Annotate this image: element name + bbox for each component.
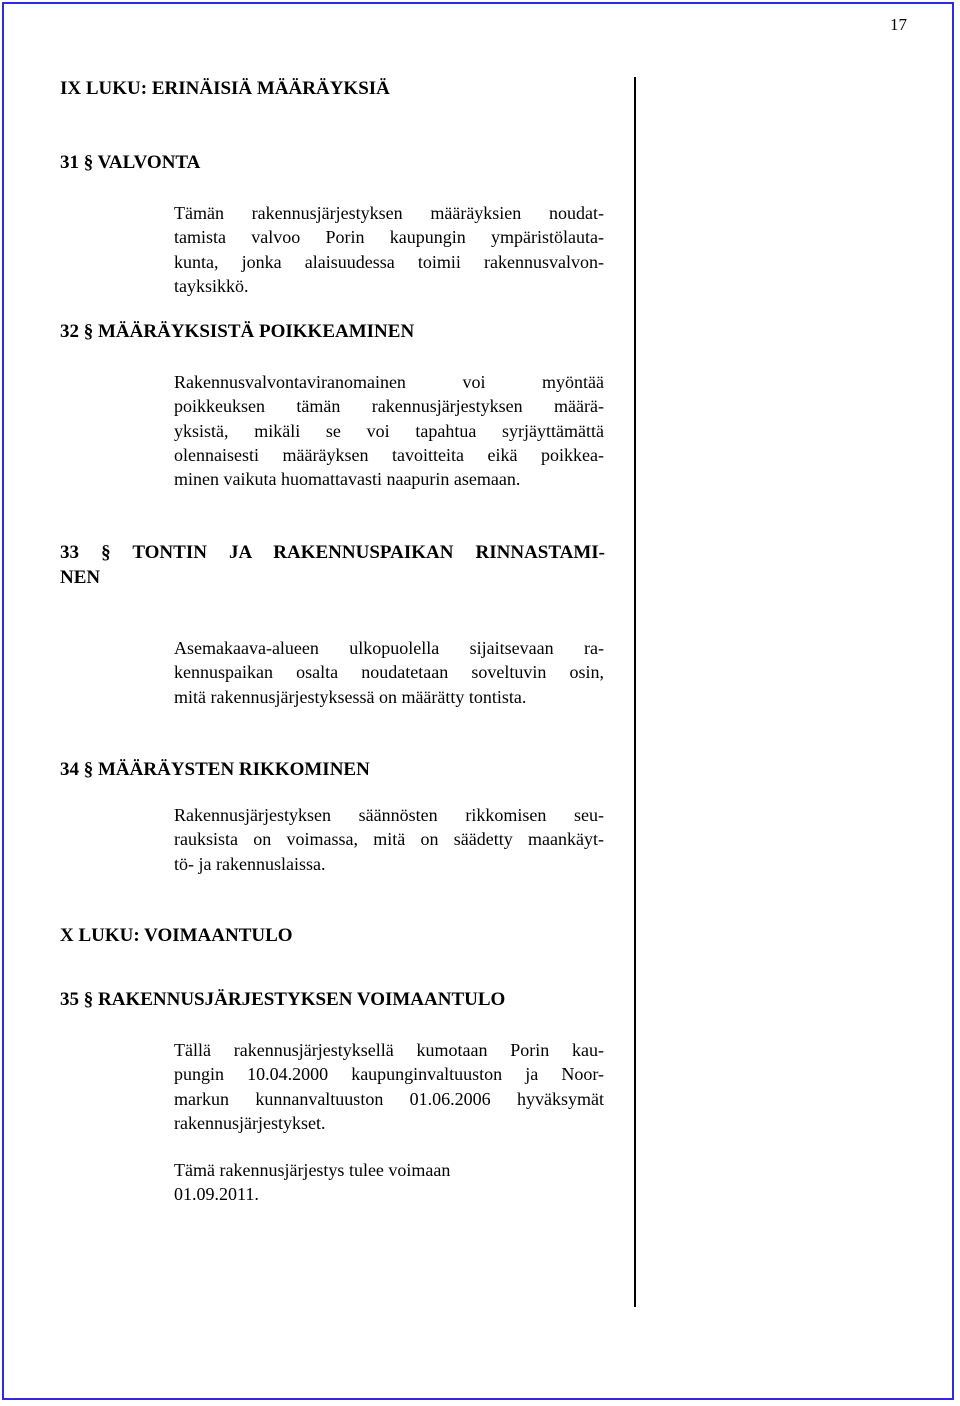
section-33-paragraph xyxy=(174,636,604,709)
section-35-heading: 35 § RAKENNUSJÄRJESTYKSEN VOIMAANTULO xyxy=(60,989,506,1010)
text-line: markun kunnanvaltuuston 01.06.2006 hyväksymät xyxy=(174,1088,604,1109)
heading-line: 33 § TONTIN JA RAKENNUSPAIKAN RINNASTAMI- xyxy=(60,542,605,563)
text-line: rakennusjärjestykset. xyxy=(174,1112,326,1133)
section-33-heading xyxy=(60,540,605,590)
section-32-paragraph xyxy=(174,370,604,491)
text-line: tamista valvoo Porin kaupungin ympäristölauta- xyxy=(174,227,604,248)
chapter-ix-heading: IX LUKU: ERINÄISIÄ MÄÄRÄYKSIÄ xyxy=(60,78,390,99)
section-34-paragraph xyxy=(174,803,604,876)
section-31-paragraph xyxy=(174,201,604,298)
section-34-heading: 34 § MÄÄRÄYSTEN RIKKOMINEN xyxy=(60,759,370,780)
text-line: Tällä rakennusjärjestyksellä kumotaan Porin kau- xyxy=(174,1040,604,1060)
text-line: 01.09.2011. xyxy=(174,1184,259,1205)
text-line: pungin 10.04.2000 kaupunginvaltuuston ja Noor- xyxy=(174,1064,604,1085)
text-line: mitä rakennusjärjestyksessä on määrätty tontista. xyxy=(174,686,527,707)
section-31-heading: 31 § VALVONTA xyxy=(60,152,201,173)
text-line: Tämä rakennusjärjestys tulee voimaan xyxy=(174,1160,451,1180)
text-line: minen vaikuta huomattavasti naapurin asemaan. xyxy=(174,469,521,490)
text-line: Rakennusvalvontaviranomainen voi myöntää xyxy=(174,372,604,392)
section-35-paragraph-1 xyxy=(174,1038,604,1135)
text-line: kennuspaikan osalta noudatetaan soveltuvin osin, xyxy=(174,662,604,683)
section-32-heading: 32 § MÄÄRÄYKSISTÄ POIKKEAMINEN xyxy=(60,321,415,342)
text-line: olennaisesti määräyksen tavoitteita eikä poikkea- xyxy=(174,444,604,465)
text-line: Asemakaava-alueen ulkopuolella sijaitsevaan ra- xyxy=(174,638,604,658)
text-line: tayksikkö. xyxy=(174,275,249,296)
section-35-paragraph-2 xyxy=(174,1158,604,1207)
text-line: Tämän rakennusjärjestyksen määräyksien noudat- xyxy=(174,203,604,223)
chapter-x-heading: X LUKU: VOIMAANTULO xyxy=(60,925,293,946)
text-line: kunta, jonka alaisuudessa toimii rakennusvalvon- xyxy=(174,251,604,272)
page-number: 17 xyxy=(890,15,907,34)
text-line: rauksista on voimassa, mitä on säädetty maankäyt- xyxy=(174,829,604,850)
heading-line: NEN xyxy=(60,567,101,588)
text-line: yksistä, mikäli se voi tapahtua syrjäyttämättä xyxy=(174,420,604,441)
text-line: tö- ja rakennuslaissa. xyxy=(174,853,326,874)
text-line: poikkeuksen tämän rakennusjärjestyksen määrä- xyxy=(174,396,604,417)
text-line: Rakennusjärjestyksen säännösten rikkomisen seu- xyxy=(174,805,604,825)
margin-rule xyxy=(634,77,636,1307)
